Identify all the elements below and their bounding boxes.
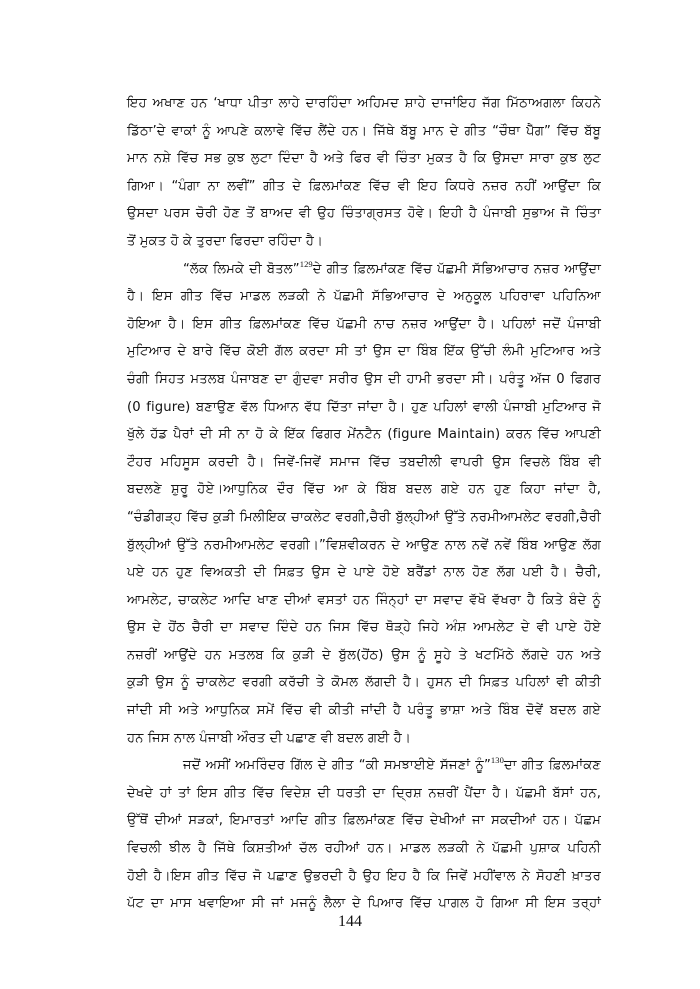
text-line: “ਚੰਡੀਗੜ੍ਹ ਵਿੱਚ ਕੁੜੀ ਮਿਲੀਇਕ ਚਾਕਲੇਟ ਵਰਗੀ,ਚੈਰੀ ਬੁੱਲ੍ਹੀਆਂ ਉੱਤੇ ਨਰਮੀਆਮਲੇਟ ਵਰਗੀ,ਚੈਰੀ bbox=[127, 509, 601, 525]
text-line: ਡਿੱਠਾ’ਦੇ ਵਾਕਾਂ ਨੂੰ ਆਪਣੇ ਕਲਾਵੇ ਵਿੱਚ ਲੈਂਦੇ ਹਨ। ਜਿੱਥੇ ਬੱਬੂ ਮਾਨ ਦੇ ਗੀਤ “ਚੌਥਾ ਪੈੱਗ” ਵਿੱਚ ਬੱਬੂ bbox=[127, 123, 601, 139]
page-number: 144 bbox=[338, 913, 362, 930]
text-line: ਉੱਥੋਂ ਦੀਆਂ ਸੜਕਾਂ, ਇਮਾਰਤਾਂ ਆਦਿ ਗੀਤ ਫ਼ਿਲਮਾਂਕਣ ਵਿੱਚ ਦੇਖੀਆਂ ਜਾ ਸਕਦੀਆਂ ਹਨ। ਪੱਛਮ bbox=[127, 813, 601, 829]
text-fragment: ਜਦੋਂ ਅਸੀਂ ਅਮਰਿੰਦਰ ਗਿੱਲ ਦੇ ਗੀਤ “ਕੀ ਸਮਝਾਈਏ ਸੱਜਣਾਂ ਨੂੰ” bbox=[183, 758, 491, 774]
text-line: ਉਸ ਦੇ ਹੋਂਠ ਚੈਰੀ ਦਾ ਸਵਾਦ ਦਿੰਦੇ ਹਨ ਜਿਸ ਵਿੱਚ ਥੋੜ੍ਹੇ ਜਿਹੇ ਅੰਸ਼ ਆਮਲੇਟ ਦੇ ਵੀ ਪਾਏ ਹੋਏ bbox=[127, 620, 601, 636]
footnote-ref-130: 130 bbox=[490, 755, 504, 766]
text-fragment: ਦਾ ਗੀਤ ਫ਼ਿਲਮਾਂਕਣ bbox=[503, 758, 601, 774]
text-fragment: ਦੇ ਗੀਤ ਫ਼ਿਲਮਾਂਕਣ ਵਿੱਚ ਪੱਛਮੀ ਸੱਭਿਆਚਾਰ ਨਜ਼ਰ ਆਉਂਦਾ bbox=[312, 261, 602, 277]
text-line: ਟੌਹਰ ਮਹਿਸੂਸ ਕਰਦੀ ਹੈ। ਜਿਵੇਂ-ਜਿਵੇਂ ਸਮਾਜ ਵਿੱਚ ਤਬਦੀਲੀ ਵਾਪਰੀ ਉਸ ਵਿਚਲੇ ਬਿੰਬ ਵੀ bbox=[127, 454, 601, 470]
text-line: ਹੈ। ਇਸ ਗੀਤ ਵਿੱਚ ਮਾਡਲ ਲੜਕੀ ਨੇ ਪੱਛਮੀ ਸੱਭਿਆਚਾਰ ਦੇ ਅਨੁਕੂਲ ਪਹਿਰਾਵਾ ਪਹਿਨਿਆ bbox=[127, 289, 601, 305]
text-line: ਵਿਚਲੀ ਝੀਲ ਹੈ ਜਿੱਥੇ ਕਿਸ਼ਤੀਆਂ ਚੱਲ ਰਹੀਆਂ ਹਨ। ਮਾਡਲ ਲੜਕੀ ਨੇ ਪੱਛਮੀ ਪੁਸ਼ਾਕ ਪਹਿਨੀ bbox=[127, 841, 601, 857]
text-line: ਹਨ ਜਿਸ ਨਾਲ ਪੰਜਾਬੀ ਔਰਤ ਦੀ ਪਛਾਣ ਵੀ ਬਦਲ ਗਈ ਹੈ। bbox=[127, 730, 411, 746]
text-line: ਬਦਲਣੇ ਸ਼ੁਰੂ ਹੋਏ।ਆਧੁਨਿਕ ਦੌਰ ਵਿੱਚ ਆ ਕੇ ਬਿੰਬ ਬਦਲ ਗਏ ਹਨ ਹੁਣ ਕਿਹਾ ਜਾਂਦਾ ਹੈ, bbox=[127, 482, 601, 498]
text-line: ਦੇਖਦੇ ਹਾਂ ਤਾਂ ਇਸ ਗੀਤ ਵਿੱਚ ਵਿਦੇਸ਼ ਦੀ ਧਰਤੀ ਦਾ ਦ੍ਰਿਸ਼ ਨਜ਼ਰੀਂ ਪੈਂਦਾ ਹੈ। ਪੱਛਮੀ ਬੱਸਾਂ ਹਨ, bbox=[127, 785, 601, 801]
text-line: ਜਾਂਦੀ ਸੀ ਅਤੇ ਆਧੁਨਿਕ ਸਮੇਂ ਵਿੱਚ ਵੀ ਕੀਤੀ ਜਾਂਦੀ ਹੈ ਪਰੰਤੂ ਭਾਸ਼ਾ ਅਤੇ ਬਿੰਬ ਦੋਵੇਂ ਬਦਲ ਗਏ bbox=[127, 703, 601, 719]
body-text bbox=[127, 90, 601, 918]
text-line: ਚੰਗੀ ਸਿਹਤ ਮਤਲਬ ਪੰਜਾਬਣ ਦਾ ਗੁੰਦਵਾ ਸਰੀਰ ਉਸ ਦੀ ਹਾਮੀ ਭਰਦਾ ਸੀ। ਪਰੰਤੂ ਅੱਜ 0 ਫਿਗਰ bbox=[127, 371, 601, 387]
text-line: ਆਮਲੇਟ, ਚਾਕਲੇਟ ਆਦਿ ਖਾਣ ਦੀਆਂ ਵਸਤਾਂ ਹਨ ਜਿੰਨ੍ਹਾਂ ਦਾ ਸਵਾਦ ਵੱਖੋ ਵੱਖਰਾ ਹੈ ਕਿਤੇ ਬੰਦੇ ਨੂੰ bbox=[127, 592, 601, 608]
song-title-quote: “ਲੱਕ ਲਿਮਕੇ ਦੀ ਬੋਤਲ” bbox=[183, 261, 300, 277]
text-line: ਹੋਈ ਹੈ।ਇਸ ਗੀਤ ਵਿੱਚ ਜੋ ਪਛਾਣ ਉਭਰਦੀ ਹੈ ਉਹ ਇਹ ਹੈ ਕਿ ਜਿਵੇਂ ਮਹੀਂਵਾਲ ਨੇ ਸੋਹਣੀ ਖ਼ਾਤਰ bbox=[127, 868, 601, 884]
paragraph-3 bbox=[127, 752, 601, 918]
text-line: ਗਿਆ। “ਪੰਗਾ ਨਾ ਲਵੀਂ” ਗੀਤ ਦੇ ਫ਼ਿਲਮਾਂਕਣ ਵਿੱਚ ਵੀ ਇਹ ਕਿਧਰੇ ਨਜ਼ਰ ਨਹੀਂ ਆਉਂਦਾ ਕਿ bbox=[127, 178, 601, 194]
text-line: ਹੋਇਆ ਹੈ। ਇਸ ਗੀਤ ਫ਼ਿਲਮਾਂਕਣ ਵਿੱਚ ਪੱਛਮੀ ਨਾਚ ਨਜ਼ਰ ਆਉਂਦਾ ਹੈ। ਪਹਿਲਾਂ ਜਦੋਂ ਪੰਜਾਬੀ bbox=[127, 316, 601, 332]
text-line: ਮਾਨ ਨਸ਼ੇ ਵਿੱਚ ਸਭ ਕੁਝ ਲੁਟਾ ਦਿੰਦਾ ਹੈ ਅਤੇ ਫਿਰ ਵੀ ਚਿੰਤਾ ਮੁਕਤ ਹੈ ਕਿ ਉਸਦਾ ਸਾਰਾ ਕੁਝ ਲੁਟ bbox=[127, 151, 601, 167]
text-line-first bbox=[127, 752, 601, 780]
paragraph-2 bbox=[127, 256, 601, 753]
text-line: (0 figure) ਬਣਾਉਣ ਵੱਲ ਧਿਆਨ ਵੱਧ ਦਿੱਤਾ ਜਾਂਦਾ ਹੈ। ਹੁਣ ਪਹਿਲਾਂ ਵਾਲੀ ਪੰਜਾਬੀ ਮੁਟਿਆਰ ਜੋ bbox=[127, 399, 601, 415]
text-line: ਬੁੱਲ੍ਹੀਆਂ ਉੱਤੇ ਨਰਮੀਆਮਲੇਟ ਵਰਗੀ।”ਵਿਸ਼ਵੀਕਰਨ ਦੇ ਆਉਣ ਨਾਲ ਨਵੇਂ ਨਵੇਂ ਬਿੰਬ ਆਉਣ ਲੱਗ bbox=[127, 537, 601, 553]
text-line: ਮੁਟਿਆਰ ਦੇ ਬਾਰੇ ਵਿੱਚ ਕੋਈ ਗੱਲ ਕਰਦਾ ਸੀ ਤਾਂ ਉਸ ਦਾ ਬਿੰਬ ਇੱਕ ਉੱਚੀ ਲੰਮੀ ਮੁਟਿਆਰ ਅਤੇ bbox=[127, 344, 601, 360]
text-line: ਨਜ਼ਰੀਂ ਆਉਂਦੇ ਹਨ ਮਤਲਬ ਕਿ ਕੁੜੀ ਦੇ ਬੁੱਲ(ਹੋਂਠ) ਉਸ ਨੂੰ ਸੂਹੇ ਤੇ ਖਟਮਿੱਠੇ ਲੱਗਦੇ ਹਨ ਅਤੇ bbox=[127, 647, 601, 663]
text-line: ਕੁੜੀ ਉਸ ਨੂੰ ਚਾਕਲੇਟ ਵਰਗੀ ਕਰੱਚੀ ਤੇ ਕੋਮਲ ਲੱਗਦੀ ਹੈ। ਹੁਸਨ ਦੀ ਸਿਫ਼ਤ ਪਹਿਲਾਂ ਵੀ ਕੀਤੀ bbox=[127, 675, 601, 691]
text-line-first bbox=[127, 256, 601, 284]
text-line: ਤੋਂ ਮੁਕਤ ਹੋ ਕੇ ਤੁਰਦਾ ਫਿਰਦਾ ਰਹਿੰਦਾ ਹੈ। bbox=[127, 233, 324, 249]
paragraph-1 bbox=[127, 90, 601, 256]
text-line: ਇਹ ਅਖਾਣ ਹਨ ‘ਖਾਧਾ ਪੀਤਾ ਲਾਹੇ ਦਾਰਹਿੰਦਾ ਅਹਿਮਦ ਸ਼ਾਹੇ ਦਾਜਾਂਇਹ ਜੱਗ ਮਿੱਠਾਅਗਲਾ ਕਿਹਨੇ bbox=[127, 96, 601, 111]
text-line: ਪਏ ਹਨ ਹੁਣ ਵਿਅਕਤੀ ਦੀ ਸਿਫ਼ਤ ਉਸ ਦੇ ਪਾਏ ਹੋਏ ਬਰੈਂਡਾਂ ਨਾਲ ਹੋਣ ਲੱਗ ਪਈ ਹੈ। ਚੈਰੀ, bbox=[127, 565, 601, 581]
footnote-ref-129: 129 bbox=[299, 258, 313, 269]
text-line: ਪੱਟ ਦਾ ਮਾਸ ਖਵਾਇਆ ਸੀ ਜਾਂ ਮਜਨੂੰ ਲੈਲਾ ਦੇ ਪਿਆਰ ਵਿੱਚ ਪਾਗਲ ਹੋ ਗਿਆ ਸੀ ਇਸ ਤਰ੍ਹਾਂ bbox=[127, 896, 601, 912]
text-line: ਉਸਦਾ ਪਰਸ ਚੋਰੀ ਹੋਣ ਤੋਂ ਬਾਅਦ ਵੀ ਉਹ ਚਿੰਤਾਗ੍ਰਸਤ ਹੋਵੇ। ਇਹੀ ਹੈ ਪੰਜਾਬੀ ਸੁਭਾਅ ਜੋ ਚਿੰਤਾ bbox=[127, 206, 601, 222]
text-line: ਖੁੱਲੇ ਹੱਡ ਪੈਰਾਂ ਦੀ ਸੀ ਨਾ ਹੋ ਕੇ ਇੱਕ ਫਿਗਰ ਮੇਂਨਟੈਨ (figure Maintain) ਕਰਨ ਵਿੱਚ ਆਪਣੀ bbox=[127, 427, 601, 443]
